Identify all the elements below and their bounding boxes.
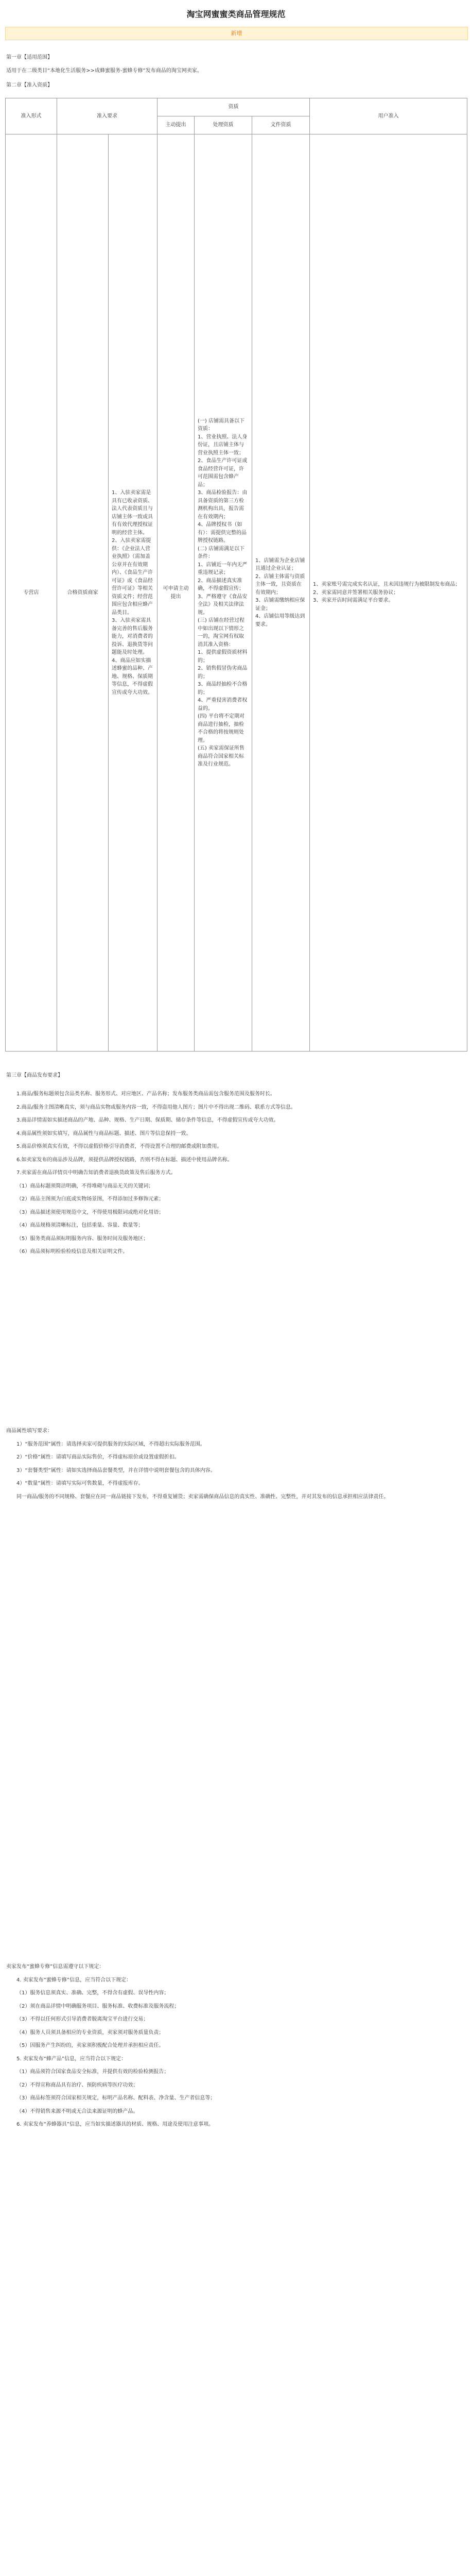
chapter1-heading: 第一章【适用范围】 <box>6 55 53 60</box>
rules-heading: 卖家发布“蜜蜂专修”信息需遵守以下规定： <box>6 1964 104 1970</box>
page-title: 淘宝网蜜蜜类商品管理规范 <box>186 9 286 19</box>
list-item: 1.商品/服务标题须包含品类名称、服务形式、对应地区、产品名称；发布服务类商品需包含服务范围及服务时长。 <box>16 1091 275 1097</box>
rules-section <box>6 1958 464 2134</box>
list-item: 2.商品/服务主图清晰真实，须与商品实物或服务内容一致，不得盗用他人图片；图片中不得出现二维码、联系方式等信息。 <box>16 1104 296 1110</box>
list-item: （1）服务信息须真实、准确、完整，不得含有虚假、误导性内容； <box>16 1990 169 1996</box>
status-tag-bar <box>5 27 468 40</box>
row-active: 可申请主动提出 <box>158 134 195 1052</box>
list-item: （3）不得以任何形式引导消费者脱离淘宝平台进行交易； <box>16 2016 149 2022</box>
list-item: （4）服务人员须具备相应的专业资质，卖家须对服务质量负责； <box>16 2029 164 2036</box>
list-item: （2）商品主图须为白底或实物场景图，不得添加过多修饰元素； <box>16 1196 164 1202</box>
list-item: （3）商品描述须使用规范中文，不得使用极限词或绝对化用语； <box>16 1209 164 1215</box>
header-requirement: 准入要求 <box>57 98 158 134</box>
chapter3-heading: 第三章【商品发布要求】 <box>6 1073 63 1078</box>
list-item: （5）服务类商品须标明服务内容、服务时间及服务地区； <box>16 1235 149 1242</box>
header-user: 用户准入 <box>310 98 467 134</box>
list-item: 5. 卖家发布“蜂产品”信息，应当符合以下规定： <box>16 2056 127 2062</box>
list-item: 2）“价格”属性：请填写商品实际售价，不得虚标原价或设置虚假折扣。 <box>16 1454 180 1460</box>
row-requirements: 1、入驻卖家需是具有已收录资质、法人代表资质且与店铺主体一致或具有有效代理授权证明的经营主体。 2、入驻卖家需提供：《企业法人营业执照》（需加盖公章并在有效期内）、《食品生产许可证》或《食品经营许可证》等相关资质文件；经营范围应包含相应蜂产品类目。 3、入驻卖家需具备完善的售后服务能力，对消费者的投诉、退换货等问题能及时处理。 4、商品应如实描述蜂蜜的品种、产地、规格、保质期等信息，不得虚假宣传或夸大功效。 <box>109 134 158 1052</box>
list-item: 4.商品属性须如实填写，商品属性与商品标题、描述、图片等信息保持一致。 <box>16 1130 191 1137</box>
list-item: 1）“服务范围”属性：请选择卖家可提供服务的实际区域，不得超出实际服务范围。 <box>16 1441 205 1447</box>
list-item: 3.商品详情需如实描述商品的产地、品种、规格、生产日期、保质期、储存条件等信息，不得虚假宣传或夸大功效。 <box>16 1117 279 1123</box>
subheader-cert: 处理资质 <box>195 116 252 134</box>
row-form: 专营店 <box>6 134 57 1052</box>
header-form: 准入形式 <box>6 98 57 134</box>
list-item: 6. 卖家发布“养蜂器具”信息，应当如实描述器具的材质、规格、用途及使用注意事项。 <box>16 2122 214 2127</box>
list-item: 5.商品价格须真实有效，不得以虚假价格引导消费者，不得设置不合理的邮费或附加费用。 <box>16 1144 222 1149</box>
header-qualification: 资质 <box>158 98 310 116</box>
row-scope: 合格资质商家 <box>57 134 109 1052</box>
list-item: （4）商品规格须清晰标注，包括重量、容量、数量等； <box>16 1223 144 1228</box>
list-item: 6.如卖家发布的商品涉及品牌，须提供品牌授权链路，否则不得在标题、描述中使用品牌名称。 <box>16 1157 233 1163</box>
list-item: （2）须在商品详情中明确服务项目、服务标准、收费标准及服务流程； <box>16 2003 180 2009</box>
subheader-doc: 文件资质 <box>252 116 310 134</box>
list-item: （1）商品须符合国家食品安全标准，并提供有效的检验检测报告； <box>16 2069 169 2075</box>
extra-text: 同一商品/服务的不同规格、套餐应在同一商品链接下发布，不得重复铺货；卖家需确保商品信息的真实性、准确性、完整性，并对其发布的信息承担相应法律责任。 <box>16 1494 389 1500</box>
status-tag: 新增 <box>231 30 242 37</box>
qualification-table <box>5 98 467 1052</box>
chapter2-heading: 第二章【准入资质】 <box>6 82 53 88</box>
list-item: （4）不得销售来源不明或无合法来源证明的蜂产品。 <box>16 2108 138 2114</box>
list-item: （3）商品标签须符合国家相关规定，标明产品名称、配料表、净含量、生产者信息等； <box>16 2095 216 2101</box>
list-item: 3）“套餐类型”属性：请如实选择商品套餐类型，并在详情中说明套餐包含的具体内容。 <box>16 1467 216 1473</box>
list-item: （5）因服务产生纠纷的，卖家须积极配合处理并承担相应责任。 <box>16 2043 164 2048</box>
list-item: 7.卖家需在商品详情页中明确告知消费者退换货政策及售后服务方式。 <box>16 1170 176 1176</box>
subheader-active: 主动提出 <box>158 116 195 134</box>
list-item: 4）“数量”属性：请填写实际可售数量，不得虚报库存。 <box>16 1481 144 1486</box>
list-item: （6）商品须标明检验检疫信息及相关证明文件。 <box>16 1249 128 1255</box>
chapter3-items <box>6 1085 464 1261</box>
list-item: （2）不得宣称商品具有治疗、预防疾病等医疗功效； <box>16 2082 138 2088</box>
row-cert: (一) 店铺需具备以下资质： 1、营业执照、法人身份证，且店铺主体与营业执照主体一致； 2、食品生产许可证或食品经营许可证，许可范围需包含蜂产品； 3、商品检验报告：由具备资质的第三方检测机构出具，报告需在有效期内； 4、品牌授权书（如有）：需提供完整的品牌授权链路。 (二) 店铺需满足以下条件： 1、店铺近一年内无严重违规记录； 2、商品描述真实准确，不得虚假宣传； 3、严格遵守《食品安全法》及相关法律法规。 (三) 店铺在经营过程中如出现以下情形之一的，淘宝网有权取消其准入资格： 1、提供虚假资质材料的； 2、销售假冒伪劣商品的； 3、商品经抽检不合格的； 4、严重侵害消费者权益的。 (四) 平台将不定期对商品进行抽检，抽检不合格的将按规则处理。 (五) 卖家需保证所售商品符合国家相关标准及行业规范。 <box>195 134 252 1052</box>
attr-heading: 商品属性填写要求： <box>6 1428 53 1434</box>
row-qualify: 1、店铺需为企业店铺且通过企业认证； 2、店铺主体需与资质主体一致，且资质在有效期内； 3、店铺需缴纳相应保证金； 4、店铺信用等级达到要求。 <box>252 134 310 1052</box>
list-item: 4. 卖家发布“蜜蜂专修”信息，应当符合以下规定： <box>16 1977 132 1983</box>
chapter1-text: 适用于在二级类目“本地化生活服务>>成蜂蜜服务-蜜蜂专修”发布商品的淘宝网卖家。 <box>6 68 202 74</box>
attr-section <box>6 1422 464 1506</box>
row-user: 1、卖家账号需完成实名认证，且未因违规行为被限制发布商品； 2、卖家需同意并签署相关服务协议； 3、卖家开店时间需满足平台要求。 <box>310 134 467 1052</box>
list-item: （1）商品标题须简洁明确，不得堆砌与商品无关的关键词； <box>16 1183 154 1189</box>
